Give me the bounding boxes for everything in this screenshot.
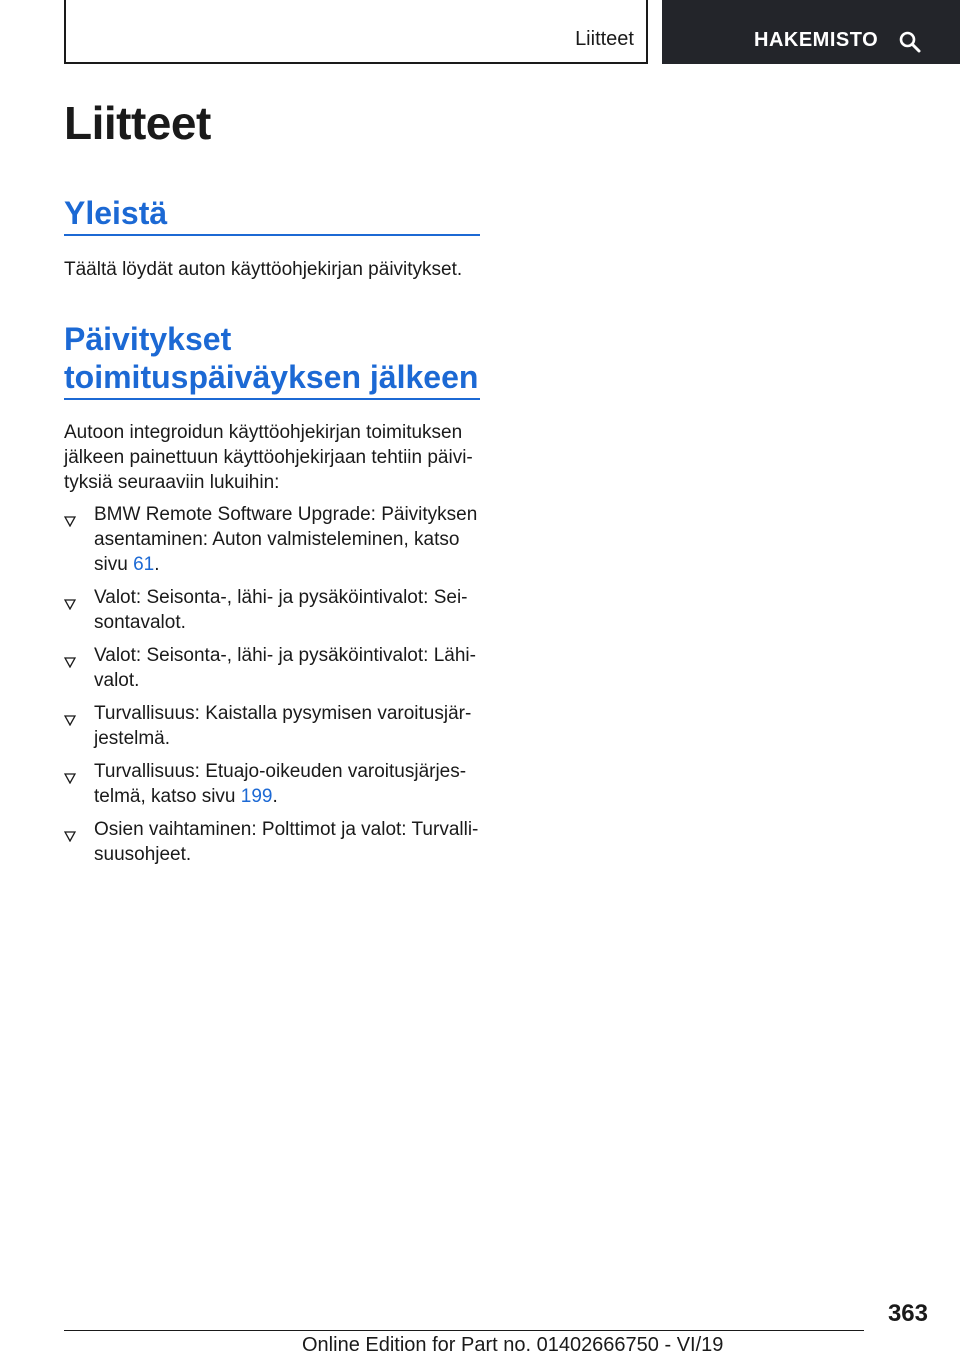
list-item: [64, 701, 484, 751]
triangle-bullet-icon: [64, 708, 76, 733]
triangle-bullet-icon: [64, 650, 76, 675]
list-item-text: Valot: Seisonta-, lähi- ja pysäköintivalot: Sei-sontavalot.: [94, 587, 468, 633]
section-heading-updates-line1: Päivitykset: [64, 321, 232, 357]
footer-divider: [64, 1330, 864, 1331]
index-button[interactable]: [662, 0, 960, 64]
section-heading-general: Yleistä: [64, 194, 480, 236]
section-body-general: Täältä löydät auton käyttöohjekirjan päivitykset.: [64, 259, 463, 280]
list-item: [64, 643, 484, 693]
page-number: 363: [887, 1300, 928, 1327]
chapter-tab[interactable]: [64, 0, 648, 64]
list-item: [64, 759, 484, 809]
triangle-bullet-icon: [64, 509, 76, 534]
list-item: [64, 585, 484, 635]
page-title: Liitteet: [64, 97, 211, 149]
chapter-tab-label: Liitteet: [575, 28, 634, 50]
list-item-text: Turvallisuus: Etuajo-oikeuden varoitusjärjes-telmä, katso sivu: [94, 761, 467, 807]
list-item-text: Turvallisuus: Kaistalla pysymisen varoitusjär-jestelmä.: [94, 703, 472, 749]
index-button-label: HAKEMISTO: [754, 29, 879, 51]
section-body-updates: Autoon integroidun käyttöohjekirjan toimituksen jälkeen painettuun käyttöohjekirjaan tehtiin päivi-tyksiä seuraaviin lukuihin:: [64, 422, 473, 493]
list-item-end: .: [272, 786, 278, 807]
page-link-199[interactable]: 199: [240, 786, 273, 807]
page-link-61[interactable]: 61: [133, 554, 155, 575]
triangle-bullet-icon: [64, 592, 76, 617]
list-item-text: Osien vaihtaminen: Polttimot ja valot: Turvalli-suusohjeet.: [94, 819, 479, 865]
list-item: [64, 502, 484, 577]
list-item-text: Valot: Seisonta-, lähi- ja pysäköintivalot: Lähi-valot.: [94, 645, 476, 691]
section-heading-updates: [64, 320, 480, 400]
section-heading-updates-line2: toimituspäiväyksen jälkeen: [64, 359, 479, 395]
search-icon: [898, 30, 922, 54]
triangle-bullet-icon: [64, 824, 76, 849]
update-list: [64, 502, 484, 875]
list-item-text: BMW Remote Software Upgrade: Päivityksen asentaminen: Auton valmisteleminen, katso sivu: [94, 504, 478, 575]
footer-edition: Online Edition for Part no. 01402666750 - VI/19: [302, 1334, 724, 1356]
triangle-bullet-icon: [64, 766, 76, 791]
list-item: [64, 817, 484, 867]
list-item-end: .: [154, 554, 160, 575]
